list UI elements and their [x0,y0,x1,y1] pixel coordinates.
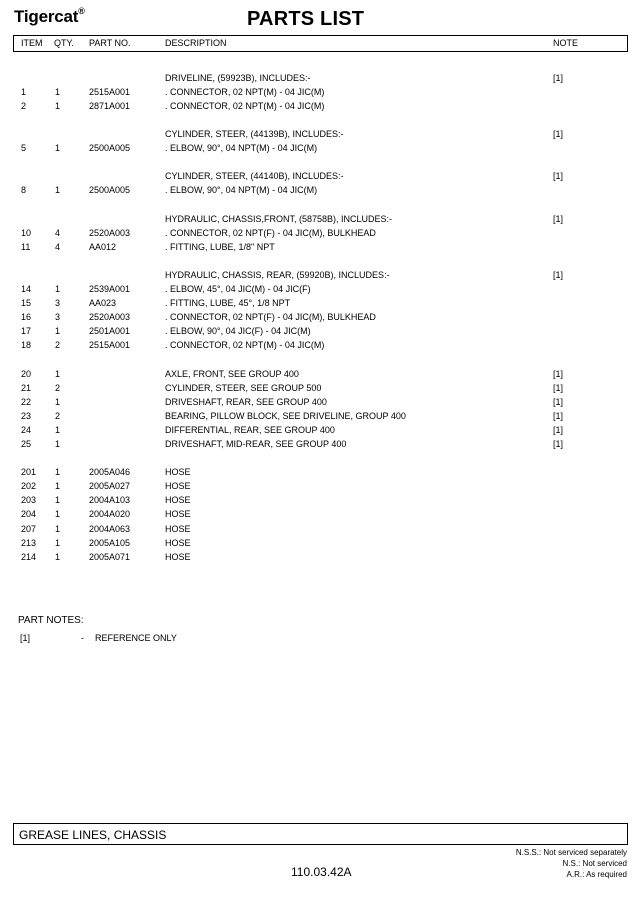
cell-qty: 1 [55,538,61,548]
table-row [0,466,643,478]
cell-part: 2515A001 [89,87,131,97]
table-row [0,269,643,281]
cell-desc: HOSE [165,524,191,534]
cell-part: 2515A001 [89,340,131,350]
cell-note: [1] [553,425,564,435]
cell-part: 2871A001 [89,101,131,111]
cell-qty: 1 [55,524,61,534]
cell-qty: 2 [55,411,61,421]
cell-item: 5 [21,143,27,153]
table-row [0,339,643,351]
cell-part: 2500A005 [89,143,131,153]
cell-part: 2005A027 [89,481,131,491]
table-row [0,480,643,492]
cell-desc: DRIVESHAFT, REAR, SEE GROUP 400 [165,397,327,407]
cell-item: 25 [21,439,32,449]
cell-desc: . ELBOW, 45°, 04 JIC(M) - 04 JIC(F) [165,284,311,294]
table-row [0,537,643,549]
cell-desc: DRIVESHAFT, MID-REAR, SEE GROUP 400 [165,439,347,449]
cell-note: [1] [553,129,564,139]
legend-ns: N.S.: Not serviced [562,859,627,868]
cell-item: 11 [21,242,31,252]
cell-qty: 1 [55,439,61,449]
cell-desc: . CONNECTOR, 02 NPT(M) - 04 JIC(M) [165,101,325,111]
cell-qty: 1 [55,509,61,519]
cell-item: 2 [21,101,27,111]
col-part-header: PART NO. [89,38,131,48]
cell-part: 2004A020 [89,509,131,519]
cell-desc: HOSE [165,467,191,477]
cell-qty: 1 [55,101,61,111]
cell-note: [1] [553,73,564,83]
cell-qty: 1 [55,369,61,379]
part-note-ref: [1] [20,633,31,643]
cell-desc: HOSE [165,552,191,562]
table-row [0,325,643,337]
cell-note: [1] [553,214,564,224]
table-row [0,494,643,506]
page-title: PARTS LIST [247,8,365,30]
table-row [0,184,643,196]
cell-item: 18 [21,340,32,350]
cell-qty: 3 [55,298,61,308]
cell-desc: CYLINDER, STEER, SEE GROUP 500 [165,383,322,393]
cell-item: 202 [21,481,37,491]
cell-item: 207 [21,524,37,534]
cell-qty: 1 [55,397,61,407]
table-row [0,382,643,394]
abbreviation-legend [516,847,627,880]
table-row [0,508,643,520]
cell-part: 2004A063 [89,524,131,534]
table-row [0,368,643,380]
cell-desc: HYDRAULIC, CHASSIS,FRONT, (58758B), INCLUDES:- [165,214,393,224]
cell-qty: 2 [55,340,61,350]
cell-desc: . FITTING, LUBE, 1/8" NPT [165,242,275,252]
cell-item: 1 [21,87,27,97]
cell-desc: HOSE [165,495,191,505]
cell-part: 2004A103 [89,495,131,505]
col-qty-header: QTY. [54,38,74,48]
table-row [0,396,643,408]
cell-part: AA012 [89,242,117,252]
table-row [0,438,643,450]
cell-part: 2520A003 [89,312,131,322]
cell-desc: AXLE, FRONT, SEE GROUP 400 [165,369,299,379]
col-note-header: NOTE [553,38,579,48]
cell-part: 2500A005 [89,185,131,195]
cell-qty: 2 [55,383,61,393]
cell-note: [1] [553,411,564,421]
cell-part: 2005A105 [89,538,131,548]
table-row [0,241,643,253]
cell-qty: 3 [55,312,61,322]
part-notes-title: PART NOTES: [18,615,84,626]
cell-qty: 1 [55,284,61,294]
table-row [0,86,643,98]
cell-item: 213 [21,538,37,548]
cell-desc: . CONNECTOR, 02 NPT(M) - 04 JIC(M) [165,87,325,97]
cell-desc: . CONNECTOR, 02 NPT(M) - 04 JIC(M) [165,340,325,350]
cell-qty: 1 [55,481,61,491]
cell-desc: HYDRAULIC, CHASSIS, REAR, (59920B), INCLUDES:- [165,270,390,280]
cell-item: 10 [21,228,32,238]
table-row [0,227,643,239]
table-row [0,283,643,295]
cell-qty: 1 [55,467,61,477]
cell-note: [1] [553,270,564,280]
cell-desc: . CONNECTOR, 02 NPT(F) - 04 JIC(M), BULKHEAD [165,312,376,322]
cell-part: 2520A003 [89,228,131,238]
cell-note: [1] [553,397,564,407]
cell-item: 201 [21,467,37,477]
cell-part: 2005A071 [89,552,131,562]
cell-qty: 1 [55,552,61,562]
legend-nss: N.S.S.: Not serviced separately [515,848,627,857]
legend-ar: A.R.: As required [566,870,627,879]
cell-part: 2005A046 [89,467,131,477]
cell-qty: 1 [55,326,61,336]
cell-item: 22 [21,397,32,407]
cell-note: [1] [553,171,564,181]
registered-mark: ® [78,6,85,16]
cell-qty: 1 [55,185,61,195]
cell-desc: HOSE [165,538,191,548]
group-title-box [13,823,628,845]
table-row [0,170,643,182]
brand-name: Tigercat [14,7,79,26]
cell-desc: CYLINDER, STEER, (44140B), INCLUDES:- [165,171,344,181]
cell-desc: . ELBOW, 90°, 04 NPT(M) - 04 JIC(M) [165,185,318,195]
part-note-text: REFERENCE ONLY [95,633,177,643]
cell-desc: HOSE [165,509,191,519]
page-number: 110.03.42A [291,865,352,879]
table-row [0,551,643,563]
table-row [0,100,643,112]
cell-desc: CYLINDER, STEER, (44139B), INCLUDES:- [165,129,344,139]
cell-note: [1] [553,383,564,393]
cell-item: 14 [21,284,32,294]
cell-desc: . ELBOW, 90°, 04 NPT(M) - 04 JIC(M) [165,143,318,153]
group-title: GREASE LINES, CHASSIS [19,828,167,842]
table-row [0,311,643,323]
cell-qty: 1 [55,425,61,435]
cell-qty: 1 [55,87,61,97]
table-row [0,523,643,535]
cell-note: [1] [553,369,564,379]
cell-part: 2539A001 [89,284,131,294]
cell-item: 8 [21,185,27,195]
cell-desc: DRIVELINE, (59923B), INCLUDES:- [165,73,311,83]
table-row [0,128,643,140]
cell-qty: 1 [55,495,61,505]
cell-item: 23 [21,411,32,421]
cell-item: 214 [21,552,37,562]
cell-item: 21 [21,383,32,393]
table-row [0,142,643,154]
cell-item: 15 [21,298,32,308]
col-desc-header: DESCRIPTION [165,38,227,48]
cell-note: [1] [553,439,564,449]
cell-item: 20 [21,369,32,379]
cell-desc: DIFFERENTIAL, REAR, SEE GROUP 400 [165,425,335,435]
cell-desc: . FITTING, LUBE, 45°, 1/8 NPT [165,298,291,308]
table-row [0,410,643,422]
cell-desc: . ELBOW, 90°, 04 JIC(F) - 04 JIC(M) [165,326,311,336]
cell-qty: 1 [55,143,61,153]
cell-item: 203 [21,495,37,505]
cell-qty: 4 [55,242,61,252]
cell-part: AA023 [89,298,117,308]
cell-qty: 4 [55,228,61,238]
col-item-header: ITEM [21,38,43,48]
table-row [0,424,643,436]
table-row [0,72,643,84]
cell-part: 2501A001 [89,326,131,336]
part-note-dash: - [81,633,84,643]
cell-item: 24 [21,425,32,435]
table-row [0,297,643,309]
cell-desc: HOSE [165,481,191,491]
table-row [0,213,643,225]
cell-item: 16 [21,312,32,322]
cell-item: 17 [21,326,32,336]
cell-item: 204 [21,509,37,519]
cell-desc: BEARING, PILLOW BLOCK, SEE DRIVELINE, GROUP 400 [165,411,406,421]
cell-desc: . CONNECTOR, 02 NPT(F) - 04 JIC(M), BULKHEAD [165,228,376,238]
